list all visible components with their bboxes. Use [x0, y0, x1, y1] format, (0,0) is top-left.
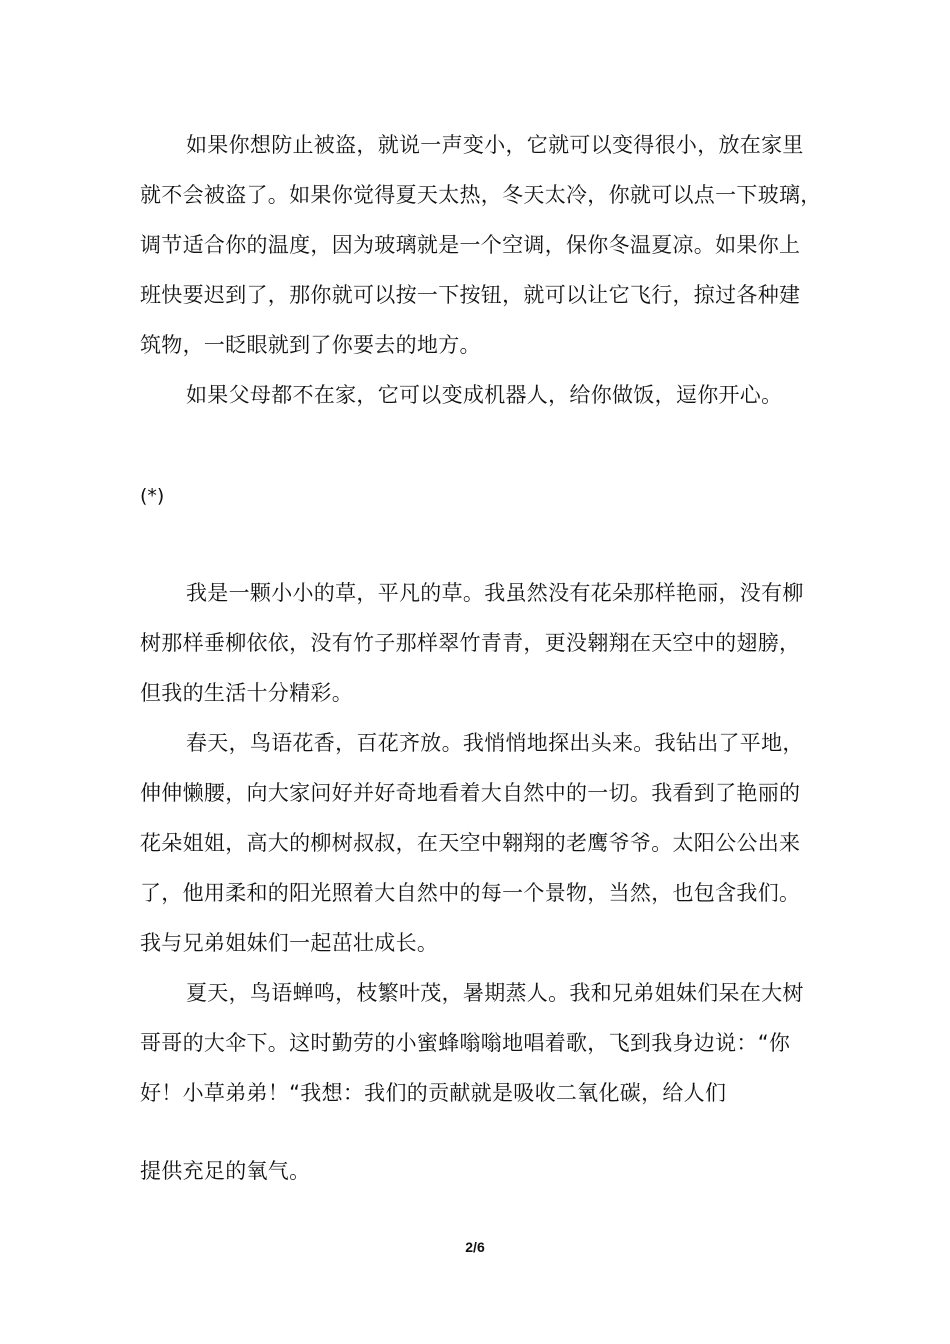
text-line: 好！小草弟弟！“我想：我们的贡献就是吸收二氧化碳，给人们: [140, 1081, 727, 1105]
text-line: 花朵姐姐，高大的柳树叔叔，在天空中翱翔的老鹰爷爷。太阳公公出来: [140, 831, 801, 855]
text-line: 了，他用柔和的阳光照着大自然中的每一个景物，当然，也包含我们。: [140, 881, 801, 905]
text-line: 就不会被盗了。如果你觉得夏天太热，冬天太冷，你就可以点一下玻璃，: [140, 183, 822, 207]
text-line: 提供充足的氧气。: [140, 1159, 311, 1183]
text-line: 树那样垂柳依依，没有竹子那样翠竹青青，更没翱翔在天空中的翅膀，: [140, 631, 801, 655]
text-line: 班快要迟到了，那你就可以按一下按钮，就可以让它飞行，掠过各种建: [140, 283, 801, 307]
text-line: 调节适合你的温度，因为玻璃就是一个空调，保你冬温夏凉。如果你上: [140, 233, 801, 257]
text-line: 我与兄弟姐妹们一起茁壮成长。: [140, 931, 439, 955]
text-line: 我是一颗小小的草，平凡的草。我虽然没有花朵那样艳丽，没有柳: [186, 581, 804, 605]
text-line: 但我的生活十分精彩。: [140, 681, 353, 705]
text-line: 夏天，鸟语蝉鸣，枝繁叶茂，暑期蒸人。我和兄弟姐妹们呆在大树: [186, 981, 804, 1005]
text-line: 春天，鸟语花香，百花齐放。我悄悄地探出头来。我钻出了平地，: [186, 731, 804, 755]
text-line: 筑物，一眨眼就到了你要去的地方。: [140, 333, 481, 357]
text-line: 哥哥的大伞下。这时勤劳的小蜜蜂嗡嗡地唱着歌，飞到我身边说：“你: [140, 1031, 791, 1055]
page-number: 2/6: [465, 1239, 485, 1255]
text-line: 如果你想防止被盗，就说一声变小，它就可以变得很小，放在家里: [186, 133, 804, 157]
text-line: 如果父母都不在家，它可以变成机器人，给你做饭，逗你开心。: [186, 383, 783, 407]
section-separator: (*): [140, 485, 165, 507]
text-line: 伸伸懒腰，向大家问好并好奇地看着大自然中的一切。我看到了艳丽的: [140, 781, 801, 805]
